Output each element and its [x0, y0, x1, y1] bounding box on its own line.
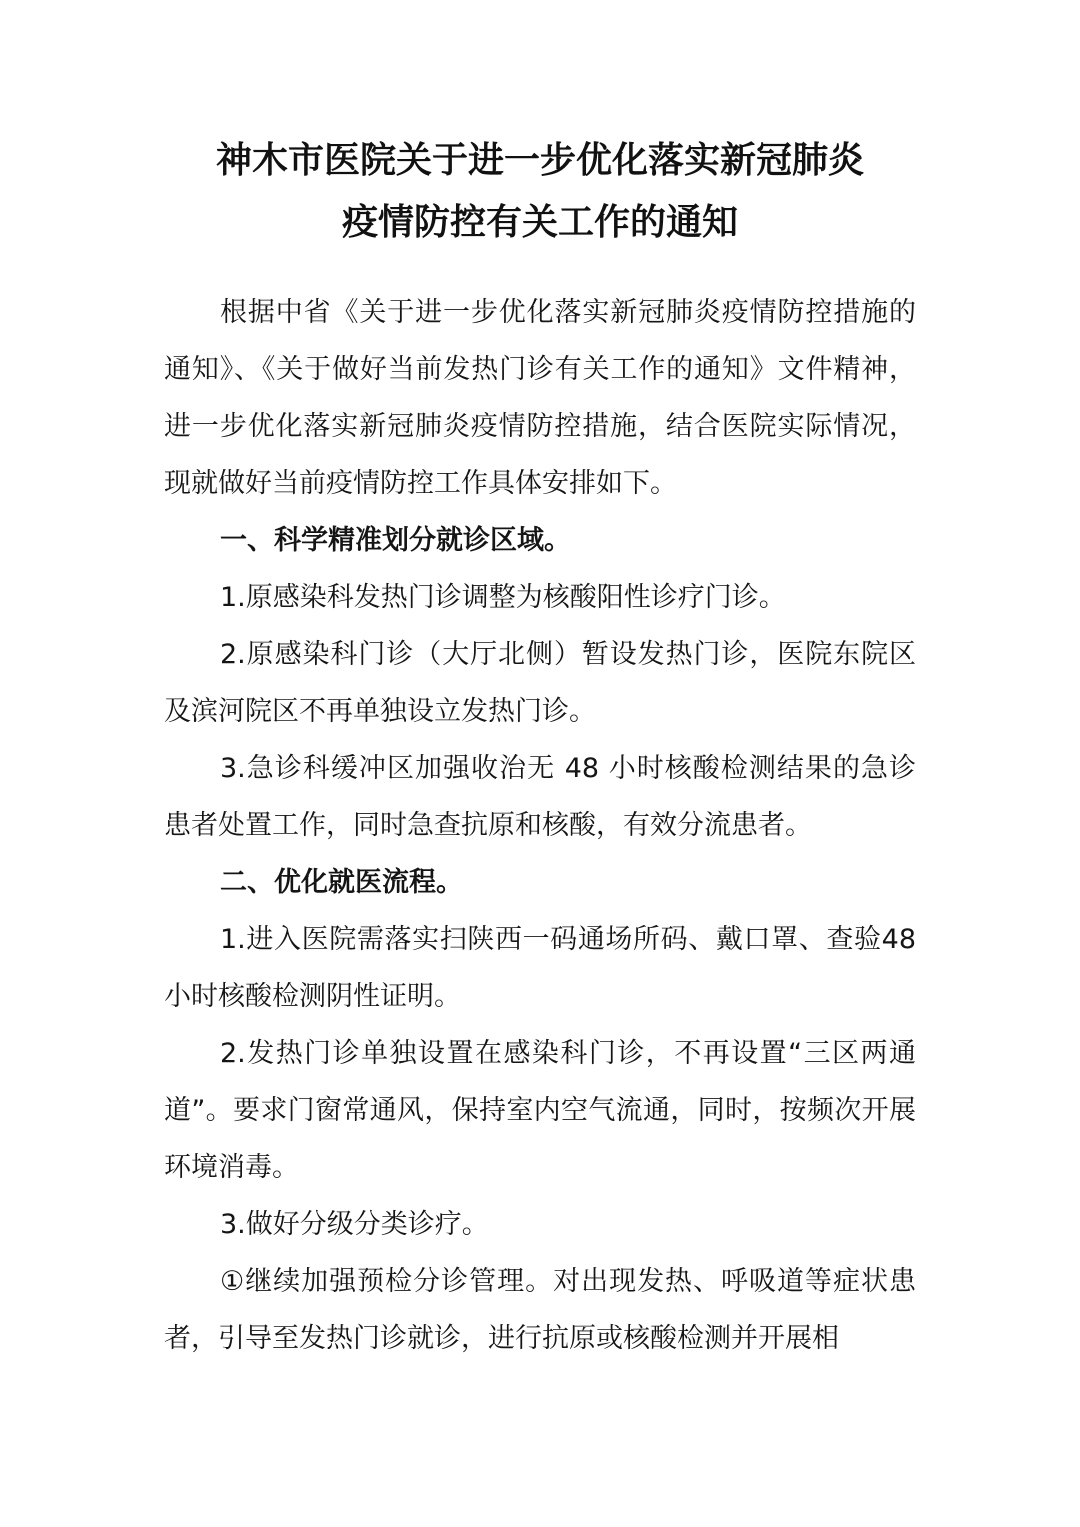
section-heading-1: 一、科学精准划分就诊区域。	[220, 525, 571, 556]
section-1-item-2: 2.原感染科门诊（大厅北侧）暂设发热门诊，医院东院区及滨河院区不再单独设立发热门诊。	[164, 639, 916, 727]
title-line-2: 疫情防控有关工作的通知	[341, 202, 738, 243]
section-heading-2: 二、优化就医流程。	[220, 867, 463, 898]
document-title	[150, 130, 930, 254]
title-line-1: 神木市医院关于进一步优化落实新冠肺炎	[215, 140, 864, 181]
section-2-subitem-1: ①继续加强预检分诊管理。对出现发热、呼吸道等症状患者，引导至发热门诊就诊，进行抗原或核酸检测并开展相	[164, 1266, 916, 1354]
section-2-item-3: 3.做好分级分类诊疗。	[220, 1209, 489, 1240]
document-body	[164, 284, 916, 1367]
section-1-item-1: 1.原感染科发热门诊调整为核酸阳性诊疗门诊。	[220, 582, 786, 613]
section-2-item-1: 1.进入医院需落实扫陕西一码通场所码、戴口罩、查验48 小时核酸检测阴性证明。	[164, 924, 916, 1012]
section-2-item-2: 2.发热门诊单独设置在感染科门诊，不再设置“三区两通道”。要求门窗常通风，保持室内空气流通，同时，按频次开展环境消毒。	[164, 1038, 916, 1183]
section-1-item-3: 3.急诊科缓冲区加强收治无 48 小时核酸检测结果的急诊患者处置工作，同时急查抗原和核酸，有效分流患者。	[164, 753, 916, 841]
intro-paragraph: 根据中省《关于进一步优化落实新冠肺炎疫情防控措施的通知》、《关于做好当前发热门诊有关工作的通知》文件精神，进一步优化落实新冠肺炎疫情防控措施，结合医院实际情况，现就做好当前疫情防控工作具体安排如下。	[164, 297, 916, 499]
